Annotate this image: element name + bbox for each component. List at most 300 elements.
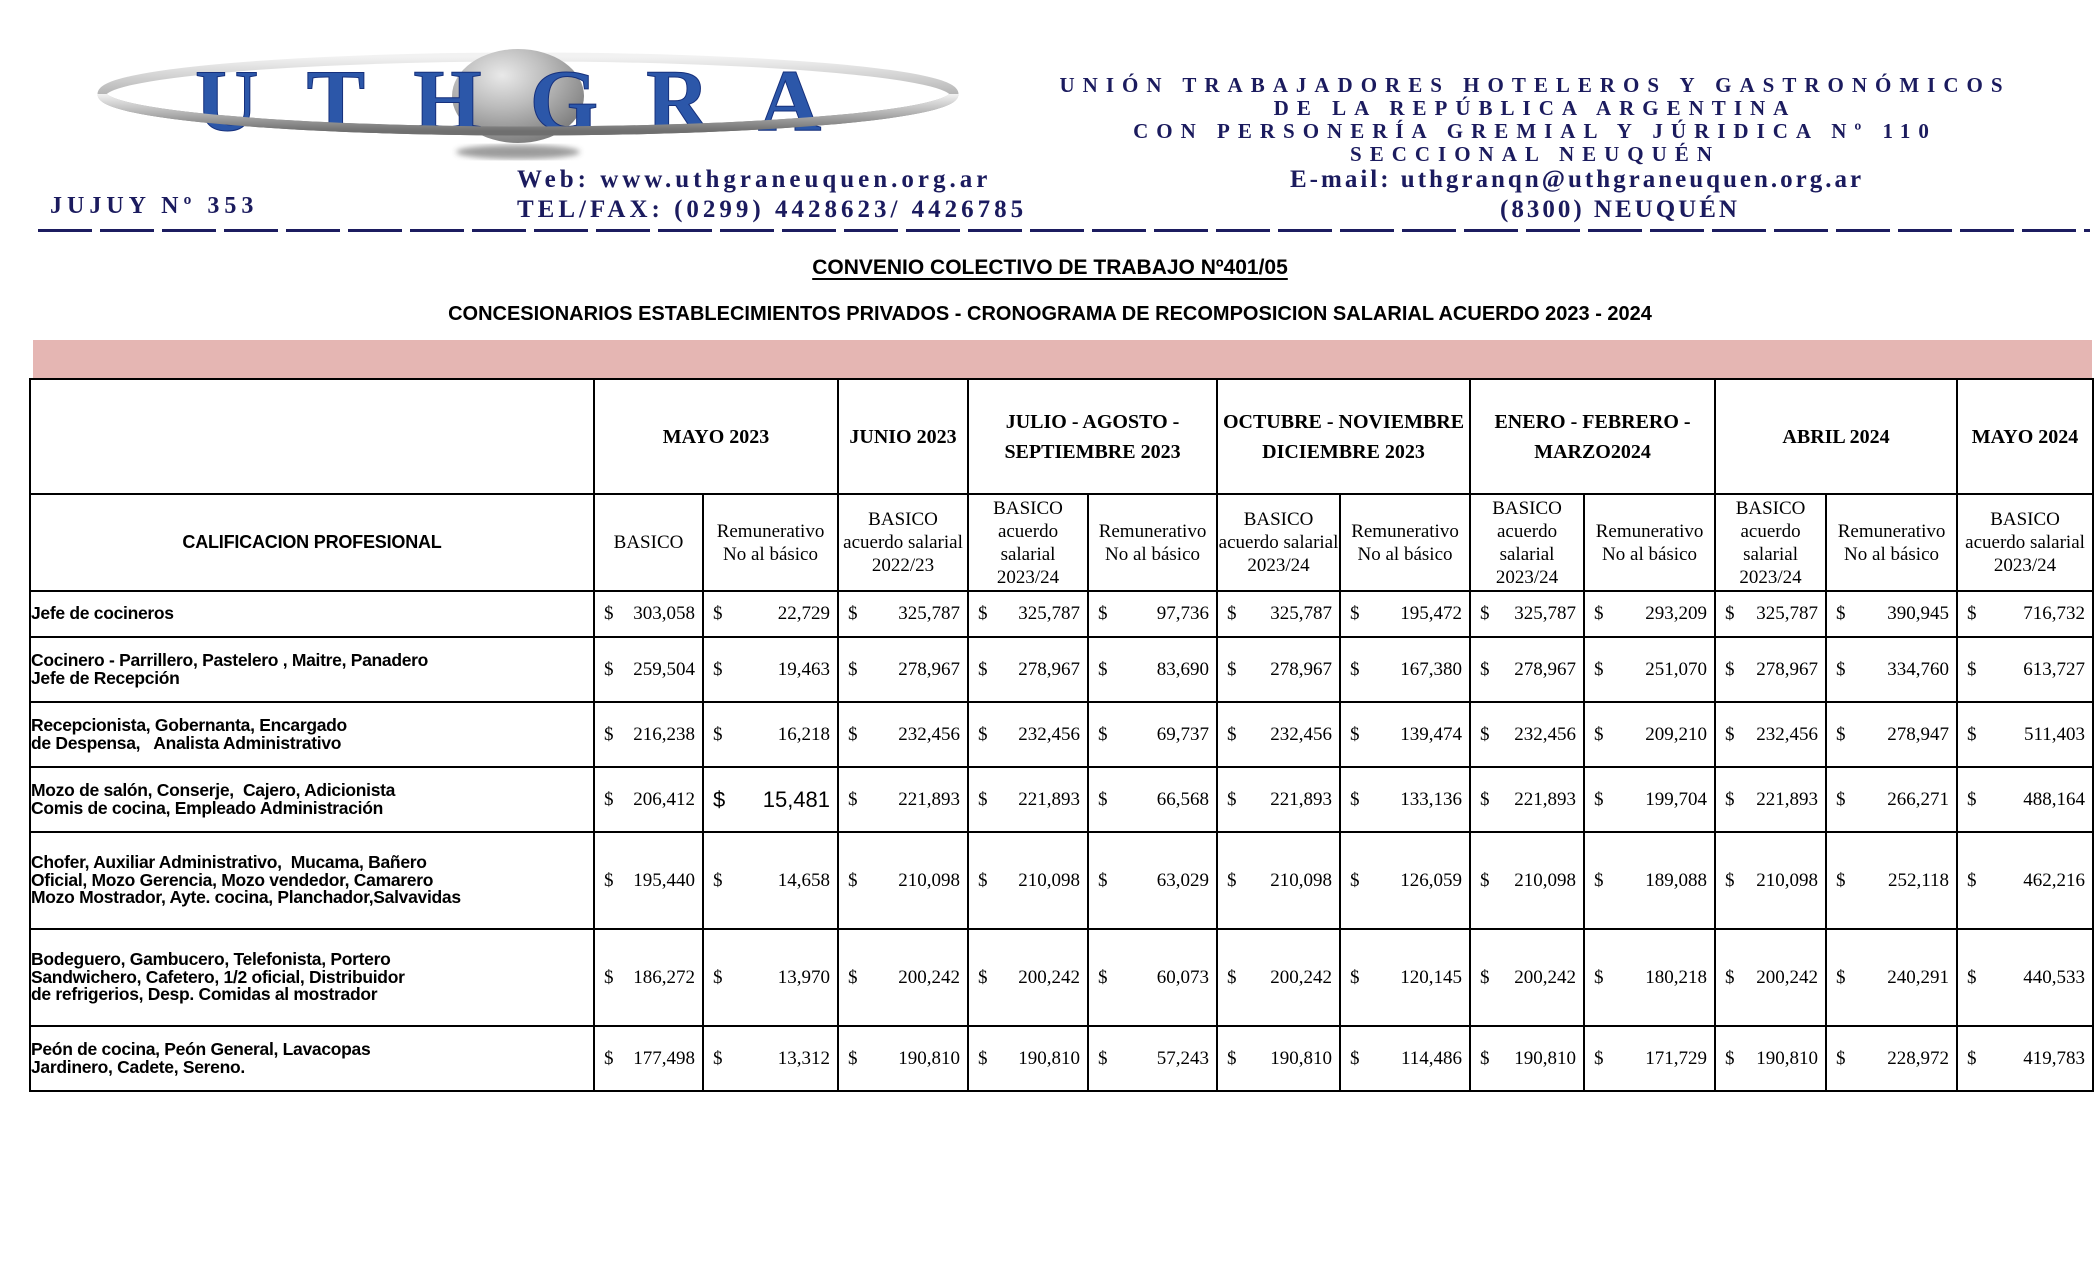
salary-cell (838, 767, 968, 832)
street-address: JUJUY Nº 353 (50, 193, 259, 219)
salary-cell (703, 1026, 838, 1091)
salary-value: 232,456 (1270, 723, 1333, 745)
period-header: ABRIL 2024 (1715, 379, 1957, 494)
salary-value: 325,787 (1270, 603, 1333, 624)
salary-value: 419,783 (2023, 1047, 2086, 1069)
column-header: BASICO acuerdo salarial 2023/24 (1957, 494, 2093, 591)
salary-value: 200,242 (1756, 966, 1819, 988)
salary-value: 177,498 (633, 1047, 695, 1069)
salary-value: 189,088 (1645, 869, 1708, 891)
salary-cell (594, 767, 703, 832)
salary-cell (703, 637, 838, 702)
salary-cell (1088, 929, 1217, 1026)
currency-symbol: $ (1227, 788, 1237, 810)
salary-value: 97,736 (1156, 603, 1210, 624)
currency-symbol: $ (1480, 788, 1490, 810)
currency-symbol: $ (1227, 966, 1237, 988)
column-header: Remunerativo No al básico (703, 494, 838, 591)
salary-cell (838, 832, 968, 929)
salary-value: 278,967 (1270, 658, 1333, 680)
salary-cell (1715, 702, 1826, 767)
currency-symbol: $ (1594, 658, 1604, 680)
salary-value: 232,456 (1018, 723, 1081, 745)
salary-cell (1826, 702, 1957, 767)
salary-value: 210,098 (898, 869, 961, 891)
profession-line: Jefe de cocineros (31, 603, 174, 624)
profession-line: Oficial, Mozo Gerencia, Mozo vendedor, Camarero (31, 869, 434, 890)
profession-cell (30, 832, 594, 929)
currency-symbol: $ (1967, 603, 1977, 624)
currency-symbol: $ (1227, 869, 1237, 891)
currency-symbol: $ (1480, 1047, 1490, 1069)
currency-symbol: $ (848, 658, 858, 680)
salary-value: 440,533 (2023, 966, 2086, 988)
salary-value: 232,456 (898, 723, 961, 745)
salary-value: 325,787 (1018, 603, 1081, 624)
web-tel-block (517, 165, 1027, 225)
salary-value: 167,380 (1400, 658, 1463, 680)
salary-cell (1584, 637, 1715, 702)
currency-symbol: $ (1098, 658, 1108, 680)
salary-cell (1088, 591, 1217, 637)
salary-value: 16,218 (777, 723, 831, 745)
salary-cell (1217, 1026, 1340, 1091)
org-line: UNIÓN TRABAJADORES HOTELEROS Y GASTRONÓMICOS (1059, 73, 2011, 97)
salary-cell (1470, 832, 1584, 929)
salary-cell (594, 637, 703, 702)
currency-symbol: $ (1227, 603, 1237, 624)
profession-line: Cocinero - Parrillero, Pastelero , Maitre, Panadero (31, 650, 429, 670)
salary-value: 232,456 (1756, 723, 1819, 745)
profession-line: Jardinero, Cadete, Sereno. (31, 1056, 245, 1077)
currency-symbol: $ (1227, 658, 1237, 680)
salary-value: 14,658 (777, 869, 831, 891)
period-header: OCTUBRE - NOVIEMBRE DICIEMBRE 2023 (1217, 379, 1470, 494)
currency-symbol: $ (1480, 869, 1490, 891)
salary-value: 15,481 (762, 786, 831, 812)
period-header: MAYO 2024 (1957, 379, 2093, 494)
profession-cell (30, 767, 594, 832)
empty-corner-cell (30, 379, 594, 494)
salary-cell (703, 767, 838, 832)
salary-cell (1088, 702, 1217, 767)
currency-symbol: $ (1725, 966, 1735, 988)
salary-cell (1826, 929, 1957, 1026)
uthgra-logo (90, 34, 970, 166)
salary-cell (968, 702, 1088, 767)
currency-symbol: $ (1098, 869, 1108, 891)
email-line: E-mail: uthgranqn@uthgraneuquen.org.ar (1290, 166, 1865, 193)
profession-cell (30, 702, 594, 767)
currency-symbol: $ (713, 1047, 723, 1069)
salary-table (29, 378, 2094, 1092)
qualification-column-header: CALIFICACION PROFESIONAL (30, 494, 594, 591)
salary-cell (1217, 832, 1340, 929)
currency-symbol: $ (848, 1047, 858, 1069)
currency-symbol: $ (1594, 788, 1604, 810)
salary-cell (1826, 767, 1957, 832)
salary-cell (1088, 1026, 1217, 1091)
salary-cell (1826, 591, 1957, 637)
currency-symbol: $ (1227, 1047, 1237, 1069)
profession-cell (30, 929, 594, 1026)
currency-symbol: $ (978, 723, 988, 745)
salary-cell (594, 832, 703, 929)
salary-cell (1957, 767, 2093, 832)
profession-cell (30, 591, 594, 637)
salary-cell (838, 1026, 968, 1091)
salary-cell (1217, 767, 1340, 832)
salary-value: 251,070 (1645, 658, 1708, 680)
salary-cell (1470, 637, 1584, 702)
currency-symbol: $ (604, 966, 614, 988)
currency-symbol: $ (1836, 788, 1846, 810)
salary-value: 63,029 (1156, 869, 1210, 891)
salary-cell (968, 929, 1088, 1026)
salary-value: 195,472 (1400, 603, 1463, 624)
telfax-line: TEL/FAX: (0299) 4428623/ 4426785 (517, 196, 1028, 223)
salary-cell (1584, 702, 1715, 767)
column-header: BASICO acuerdo salarial 2022/23 (838, 494, 968, 591)
salary-value: 221,893 (1018, 788, 1081, 810)
salary-value: 126,059 (1400, 869, 1463, 891)
salary-value: 325,787 (1756, 603, 1819, 624)
salary-value: 180,218 (1645, 966, 1708, 988)
column-header: BASICO acuerdo salarial 2023/24 (968, 494, 1088, 591)
document-title: CONVENIO COLECTIVO DE TRABAJO Nº401/05 (812, 256, 1288, 279)
salary-cell (1584, 1026, 1715, 1091)
profession-line: Sandwichero, Cafetero, 1/2 oficial, Distribuidor (31, 966, 405, 987)
currency-symbol: $ (978, 658, 988, 680)
column-header: BASICO acuerdo salarial 2023/24 (1470, 494, 1584, 591)
salary-value: 325,787 (898, 603, 961, 624)
currency-symbol: $ (1350, 788, 1360, 810)
salary-cell (838, 929, 968, 1026)
currency-symbol: $ (1098, 1047, 1108, 1069)
salary-row (30, 637, 2093, 702)
salary-value: 390,945 (1887, 603, 1950, 624)
document-subtitle: CONCESIONARIOS ESTABLECIMIENTOS PRIVADOS - CRONOGRAMA DE RECOMPOSICION SALARIAL ACUERDO 2023 - 2024 (448, 303, 1652, 325)
salary-value: 200,242 (1514, 966, 1577, 988)
salary-cell (1088, 767, 1217, 832)
currency-symbol: $ (1967, 1047, 1977, 1069)
salary-cell (1340, 1026, 1470, 1091)
currency-symbol: $ (848, 869, 858, 891)
salary-value: 114,486 (1400, 1047, 1463, 1069)
salary-value: 221,893 (1270, 788, 1333, 810)
salary-value: 303,058 (633, 603, 695, 624)
salary-value: 240,291 (1887, 966, 1950, 988)
column-header: Remunerativo No al básico (1826, 494, 1957, 591)
profession-line: de Despensa, Analista Administrativo (31, 732, 342, 753)
currency-symbol: $ (604, 788, 614, 810)
salary-value: 221,893 (1514, 788, 1577, 810)
currency-symbol: $ (1836, 658, 1846, 680)
salary-cell (1340, 832, 1470, 929)
period-header: ENERO - FEBRERO - MARZO2024 (1470, 379, 1715, 494)
currency-symbol: $ (1836, 1047, 1846, 1069)
currency-symbol: $ (1480, 723, 1490, 745)
currency-symbol: $ (1350, 658, 1360, 680)
currency-symbol: $ (1967, 966, 1977, 988)
salary-cell (1715, 1026, 1826, 1091)
salary-value: 60,073 (1156, 966, 1210, 988)
salary-cell (1957, 1026, 2093, 1091)
salary-cell (968, 1026, 1088, 1091)
salary-cell (1957, 591, 2093, 637)
salary-value: 228,972 (1887, 1047, 1950, 1069)
salary-value: 210,098 (1756, 869, 1819, 891)
salary-cell (1470, 591, 1584, 637)
currency-symbol: $ (1350, 603, 1360, 624)
currency-symbol: $ (713, 658, 723, 680)
profession-line: Bodeguero, Gambucero, Telefonista, Portero (31, 949, 391, 970)
column-header-row (30, 494, 2093, 591)
accent-band (33, 340, 2092, 378)
website-line: Web: www.uthgraneuquen.org.ar (517, 166, 992, 193)
currency-symbol: $ (848, 603, 858, 624)
currency-symbol: $ (1725, 869, 1735, 891)
salary-row (30, 1026, 2093, 1091)
salary-value: 210,098 (1018, 869, 1081, 891)
profession-line: Chofer, Auxiliar Administrativo, Mucama, Bañero (31, 852, 427, 873)
salary-value: 462,216 (2023, 869, 2086, 891)
org-line: DE LA REPÚBLICA ARGENTINA (1273, 96, 1797, 120)
profession-line: Recepcionista, Gobernanta, Encargado (31, 715, 347, 735)
salary-value: 69,737 (1156, 723, 1210, 745)
currency-symbol: $ (1725, 658, 1735, 680)
salary-row (30, 591, 2093, 637)
salary-cell (1826, 832, 1957, 929)
currency-symbol: $ (1594, 869, 1604, 891)
salary-value: 334,760 (1887, 658, 1950, 680)
column-header: BASICO acuerdo salarial 2023/24 (1217, 494, 1340, 591)
salary-value: 278,947 (1887, 723, 1950, 745)
salary-value: 200,242 (1270, 966, 1333, 988)
salary-cell (1715, 832, 1826, 929)
salary-cell (1584, 591, 1715, 637)
currency-symbol: $ (713, 869, 723, 891)
salary-value: 199,704 (1645, 788, 1708, 810)
salary-value: 221,893 (1756, 788, 1819, 810)
currency-symbol: $ (1836, 723, 1846, 745)
salary-value: 120,145 (1400, 966, 1463, 988)
currency-symbol: $ (604, 658, 614, 680)
salary-value: 139,474 (1400, 723, 1463, 745)
currency-symbol: $ (848, 723, 858, 745)
logo-wordmark: UTHGRA (195, 53, 870, 150)
currency-symbol: $ (1967, 723, 1977, 745)
salary-value: 190,810 (1018, 1047, 1081, 1069)
salary-value: 278,967 (1756, 658, 1819, 680)
salary-row (30, 832, 2093, 929)
profession-line: Jefe de Recepción (31, 667, 180, 688)
period-header: JUNIO 2023 (838, 379, 968, 494)
salary-row (30, 767, 2093, 832)
salary-cell (1470, 1026, 1584, 1091)
currency-symbol: $ (1350, 966, 1360, 988)
salary-cell (838, 591, 968, 637)
salary-value: 19,463 (777, 658, 831, 680)
salary-value: 200,242 (898, 966, 961, 988)
salary-value: 488,164 (2023, 788, 2086, 810)
period-header: MAYO 2023 (594, 379, 838, 494)
profession-cell (30, 637, 594, 702)
currency-symbol: $ (1227, 723, 1237, 745)
currency-symbol: $ (1725, 603, 1735, 624)
salary-cell (703, 929, 838, 1026)
salary-value: 293,209 (1645, 603, 1708, 624)
currency-symbol: $ (713, 966, 723, 988)
salary-cell (838, 637, 968, 702)
currency-symbol: $ (713, 723, 723, 745)
profession-line: Peón de cocina, Peón General, Lavacopas (31, 1039, 371, 1059)
salary-cell (1826, 1026, 1957, 1091)
salary-cell (594, 702, 703, 767)
salary-value: 186,272 (633, 966, 695, 988)
profession-line: Mozo de salón, Conserje, Cajero, Adicionista (31, 780, 396, 800)
currency-symbol: $ (713, 603, 723, 624)
column-header: BASICO acuerdo salarial 2023/24 (1715, 494, 1826, 591)
salary-value: 171,729 (1645, 1047, 1708, 1069)
salary-value: 209,210 (1645, 723, 1708, 745)
currency-symbol: $ (848, 788, 858, 810)
salary-cell (1088, 637, 1217, 702)
salary-value: 278,967 (1018, 658, 1081, 680)
salary-cell (1340, 591, 1470, 637)
profession-line: Mozo Mostrador, Ayte. cocina, Planchador,Salvavidas (31, 887, 461, 908)
email-block (1290, 165, 1950, 225)
currency-symbol: $ (1098, 966, 1108, 988)
salary-cell (594, 1026, 703, 1091)
salary-cell (1715, 637, 1826, 702)
header-divider (38, 229, 2090, 232)
organization-name-block (975, 74, 2095, 166)
column-header: Remunerativo No al básico (1584, 494, 1715, 591)
salary-value: 206,412 (633, 788, 695, 810)
currency-symbol: $ (1967, 658, 1977, 680)
currency-symbol: $ (1836, 603, 1846, 624)
salary-cell (1584, 832, 1715, 929)
salary-cell (1217, 929, 1340, 1026)
salary-cell (1217, 702, 1340, 767)
salary-value: 190,810 (1270, 1047, 1333, 1069)
currency-symbol: $ (1967, 869, 1977, 891)
profession-line: de refrigerios, Desp. Comidas al mostrador (31, 984, 378, 1005)
salary-cell (1340, 929, 1470, 1026)
salary-value: 266,271 (1887, 788, 1950, 810)
currency-symbol: $ (1836, 869, 1846, 891)
salary-value: 57,243 (1156, 1047, 1210, 1069)
profession-cell (30, 1026, 594, 1091)
salary-cell (968, 637, 1088, 702)
salary-cell (968, 832, 1088, 929)
salary-value: 133,136 (1400, 788, 1463, 810)
currency-symbol: $ (1594, 1047, 1604, 1069)
currency-symbol: $ (1725, 788, 1735, 810)
salary-value: 210,098 (1514, 869, 1577, 891)
org-line: SECCIONAL NEUQUÉN (1350, 142, 1720, 166)
salary-value: 66,568 (1156, 788, 1210, 810)
salary-value: 511,403 (2024, 723, 2086, 745)
currency-symbol: $ (1350, 869, 1360, 891)
salary-value: 278,967 (1514, 658, 1577, 680)
salary-value: 613,727 (2023, 658, 2086, 680)
salary-value: 195,440 (633, 869, 695, 891)
salary-cell (968, 591, 1088, 637)
period-header: JULIO - AGOSTO - SEPTIEMBRE 2023 (968, 379, 1217, 494)
salary-value: 221,893 (898, 788, 961, 810)
salary-cell (1715, 929, 1826, 1026)
salary-cell (594, 929, 703, 1026)
currency-symbol: $ (1480, 966, 1490, 988)
salary-cell (1470, 929, 1584, 1026)
currency-symbol: $ (1594, 603, 1604, 624)
currency-symbol: $ (1725, 723, 1735, 745)
salary-cell (1957, 702, 2093, 767)
salary-value: 252,118 (1888, 869, 1950, 891)
salary-value: 13,970 (777, 966, 831, 988)
salary-value: 13,312 (777, 1047, 831, 1069)
currency-symbol: $ (604, 869, 614, 891)
salary-cell (703, 832, 838, 929)
currency-symbol: $ (1098, 603, 1108, 624)
currency-symbol: $ (1098, 723, 1108, 745)
salary-cell (838, 702, 968, 767)
currency-symbol: $ (604, 1047, 614, 1069)
salary-cell (1584, 929, 1715, 1026)
salary-cell (1340, 637, 1470, 702)
salary-value: 232,456 (1514, 723, 1577, 745)
salary-value: 83,690 (1156, 658, 1210, 680)
salary-cell (1217, 637, 1340, 702)
salary-cell (1340, 767, 1470, 832)
currency-symbol: $ (978, 1047, 988, 1069)
period-header-row (30, 379, 2093, 494)
salary-value: 325,787 (1514, 603, 1577, 624)
currency-symbol: $ (1098, 788, 1108, 810)
salary-cell (703, 591, 838, 637)
salary-value: 190,810 (1514, 1047, 1577, 1069)
currency-symbol: $ (848, 966, 858, 988)
salary-value: 278,967 (898, 658, 961, 680)
currency-symbol: $ (978, 788, 988, 810)
salary-value: 259,504 (633, 658, 695, 680)
column-header: Remunerativo No al básico (1340, 494, 1470, 591)
salary-value: 190,810 (1756, 1047, 1819, 1069)
currency-symbol: $ (1480, 603, 1490, 624)
currency-symbol: $ (1350, 723, 1360, 745)
currency-symbol: $ (604, 723, 614, 745)
currency-symbol: $ (1836, 966, 1846, 988)
currency-symbol: $ (1350, 1047, 1360, 1069)
currency-symbol: $ (604, 603, 614, 624)
salary-cell (1217, 591, 1340, 637)
salary-cell (703, 702, 838, 767)
currency-symbol: $ (1967, 788, 1977, 810)
salary-cell (1470, 767, 1584, 832)
salary-cell (1715, 767, 1826, 832)
salary-value: 716,732 (2023, 603, 2086, 624)
salary-cell (1470, 702, 1584, 767)
salary-value: 22,729 (777, 603, 831, 624)
currency-symbol: $ (1594, 966, 1604, 988)
salary-value: 200,242 (1018, 966, 1081, 988)
currency-symbol: $ (1594, 723, 1604, 745)
salary-row (30, 702, 2093, 767)
salary-cell (968, 767, 1088, 832)
salary-cell (1957, 637, 2093, 702)
